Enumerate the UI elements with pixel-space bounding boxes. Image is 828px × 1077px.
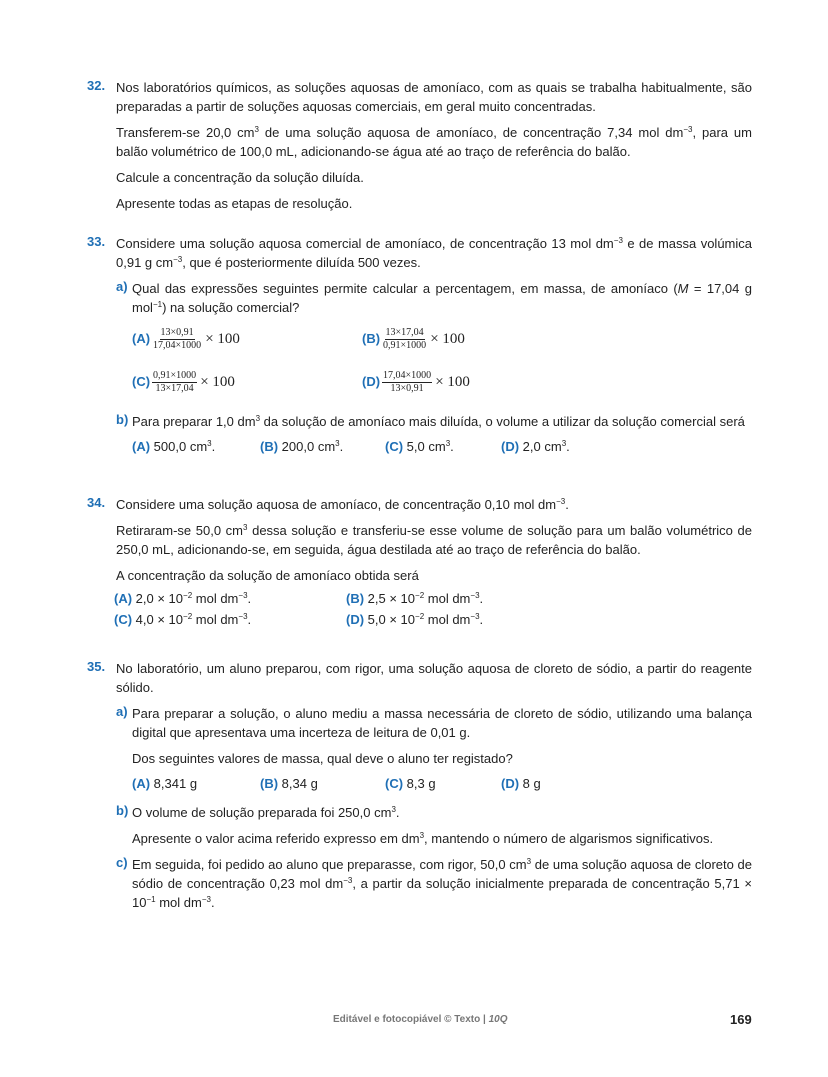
question-number: 34. [87,495,106,510]
question-34 [87,495,752,627]
question-32 [87,78,752,213]
question-text: O volume de solução preparada foi 250,0 $cm^3$. [132,805,400,820]
question-number: 35. [87,659,106,674]
question-number: 33. [87,234,106,249]
option-b[interactable]: (B) $\frac{13\times 17,04}{0,91\times 1000}$ × 100 [362,326,465,351]
subquestion-b: b) O volume de solução preparada foi 250,0 $cm^3$. Apresente o valor acima referido expresso em $dm^3$, mantendo o número de algarismos significativos. [116,803,752,848]
option-d[interactable]: (D) $5,0 \times 10^{-2}$ mol $dm^{-3}$. [346,612,484,627]
question-text: Calcule a concentração da solução diluída. [116,170,364,185]
option-c[interactable]: (C) 8,3 g [385,776,436,791]
question-text: No laboratório, um aluno preparou, com rigor, uma solução aquosa de cloreto de sódio, a partir do reagente sólido. [116,661,752,695]
option-d[interactable]: (D) 2,0 $cm^3$. [501,439,570,454]
question-text: Considere uma solução aquosa de amoníaco, de concentração 0,10 mol $dm^{-3}$. [116,497,569,512]
question-text: Retiraram-se 50,0 $cm^3$ dessa solução e transferiu-se esse volume de solução para um balão volumétrico de 250,0 mL, adicionando-se, em seguida, água destilada até ao traço de referência do balão. [116,523,752,557]
question-33 [87,234,752,454]
question-text: Para preparar 1,0 $dm^3$ da solução de amoníaco mais diluída, o volume a utilizar da solução comercial será [132,414,745,429]
option-b[interactable]: (B) 200,0 $cm^3$. [260,439,344,454]
question-text: Dos seguintes valores de massa, qual deve o aluno ter registado? [132,751,513,766]
option-c[interactable]: (C) $4,0 \times 10^{-2}$ mol $dm^{-3}$. [114,612,252,627]
question-35 [87,659,752,912]
question-text: Apresente todas as etapas de resolução. [116,196,353,211]
option-c[interactable]: (C) 5,0 $cm^3$. [385,439,454,454]
question-text: A concentração da solução de amoníaco obtida será [116,568,419,583]
option-b[interactable]: (B) $2,5 \times 10^{-2}$ mol $dm^{-3}$. [346,591,484,606]
subquestion-c: c) Em seguida, foi pedido ao aluno que preparasse, com rigor, 50,0 $cm^3$ de uma solução aquosa de cloreto de sódio de concentração 0,23 mol $dm^{-3}$, a partir da solução inicialmente preparada de concentração $5,71 \times 10^{-1}$ mol $dm^{-3}$. [116,855,752,910]
option-d[interactable]: (D) $\frac{17,04\times 1000}{13\times 0,91}$ × 100 [362,369,470,394]
question-number: 32. [87,78,106,93]
page-number: 169 [730,1012,752,1027]
question-text: Em seguida, foi pedido ao aluno que preparasse, com rigor, 50,0 $cm^3$ de uma solução aquosa de cloreto de sódio de concentração 0,23 mol $dm^{-3}$, a partir da solução inicialmente preparada de concentração $5,71 \times 10^{-1}$ mol $dm^{-3}$. [132,857,752,910]
subquestion-a: a) Qual das expressões seguintes permite calcular a percentagem, em massa, de amoníaco (M = 17,04 g mol$^{-1}$) na solução comercial? (A) $\frac{13\times 0,91}{17,04\times 1000}$ × 100 (B) $\frac{13\times 17,04}{0,91\times 1000}$ × 100 (C) $\frac{0,91\times 1000}{13\times 17,04}$ × 100 (D) $\frac{17,04\times 1000}{13\times 0,91}$ × 100 [116,279,752,394]
question-text: Nos laboratórios químicos, as soluções aquosas de amoníaco, com as quais se trabalha habitualmente, são preparadas a partir de soluções aquosas comerciais, em geral muito concentradas. [116,80,752,114]
option-a[interactable]: (A) 500,0 $cm^3$. [132,439,216,454]
option-d[interactable]: (D) 8 g [501,776,541,791]
question-text: Qual das expressões seguintes permite calcular a percentagem, em massa, de amoníaco (M = 17,04 g mol$^{-1}$) na solução comercial? [132,281,752,315]
question-text: Transferem-se 20,0 $cm^3$ de uma solução aquosa de amoníaco, de concentração 7,34 mol $dm^{-3}$, para um balão volumétrico de 100,0 mL, adicionando-se água até ao traço de referência do balão. [116,125,752,159]
subquestion-a: a) Para preparar a solução, o aluno mediu a massa necessária de cloreto de sódio, utilizando uma balança digital que apresentava uma incerteza de leitura de 0,01 g. Dos seguintes valores de massa, qual deve o aluno ter registado? (A) 8,341 g (B) 8,34 g (C) 8,3 g (D) 8 g [116,704,752,791]
option-b[interactable]: (B) 8,34 g [260,776,318,791]
question-text: Considere uma solução aquosa comercial de amoníaco, de concentração 13 mol $dm^{-3}$ e de massa volúmica 0,91 g $cm^{-3}$, que é posteriormente diluída 500 vezes. [116,236,752,270]
option-a[interactable]: (A) 8,341 g [132,776,198,791]
option-a[interactable]: (A) $2,0 \times 10^{-2}$ mol $dm^{-3}$. [114,591,252,606]
question-text: Para preparar a solução, o aluno mediu a massa necessária de cloreto de sódio, utilizando uma balança digital que apresentava uma incerteza de leitura de 0,01 g. [132,706,752,740]
subquestion-b: b) Para preparar 1,0 $dm^3$ da solução de amoníaco mais diluída, o volume a utilizar da solução comercial será (A) 500,0 $cm^3$. (B) 200,0 $cm^3$. (C) 5,0 $cm^3$. (D) 2,0 $cm^3$. [116,412,752,454]
question-text: Apresente o valor acima referido expresso em $dm^3$, mantendo o número de algarismos significativos. [132,831,714,846]
option-a[interactable]: (A) $\frac{13\times 0,91}{17,04\times 1000}$ × 100 [132,326,240,351]
option-c[interactable]: (C) $\frac{0,91\times 1000}{13\times 17,04}$ × 100 [132,369,235,394]
page-footer: Editável e fotocopiável © Texto | 10Q [333,1014,508,1025]
